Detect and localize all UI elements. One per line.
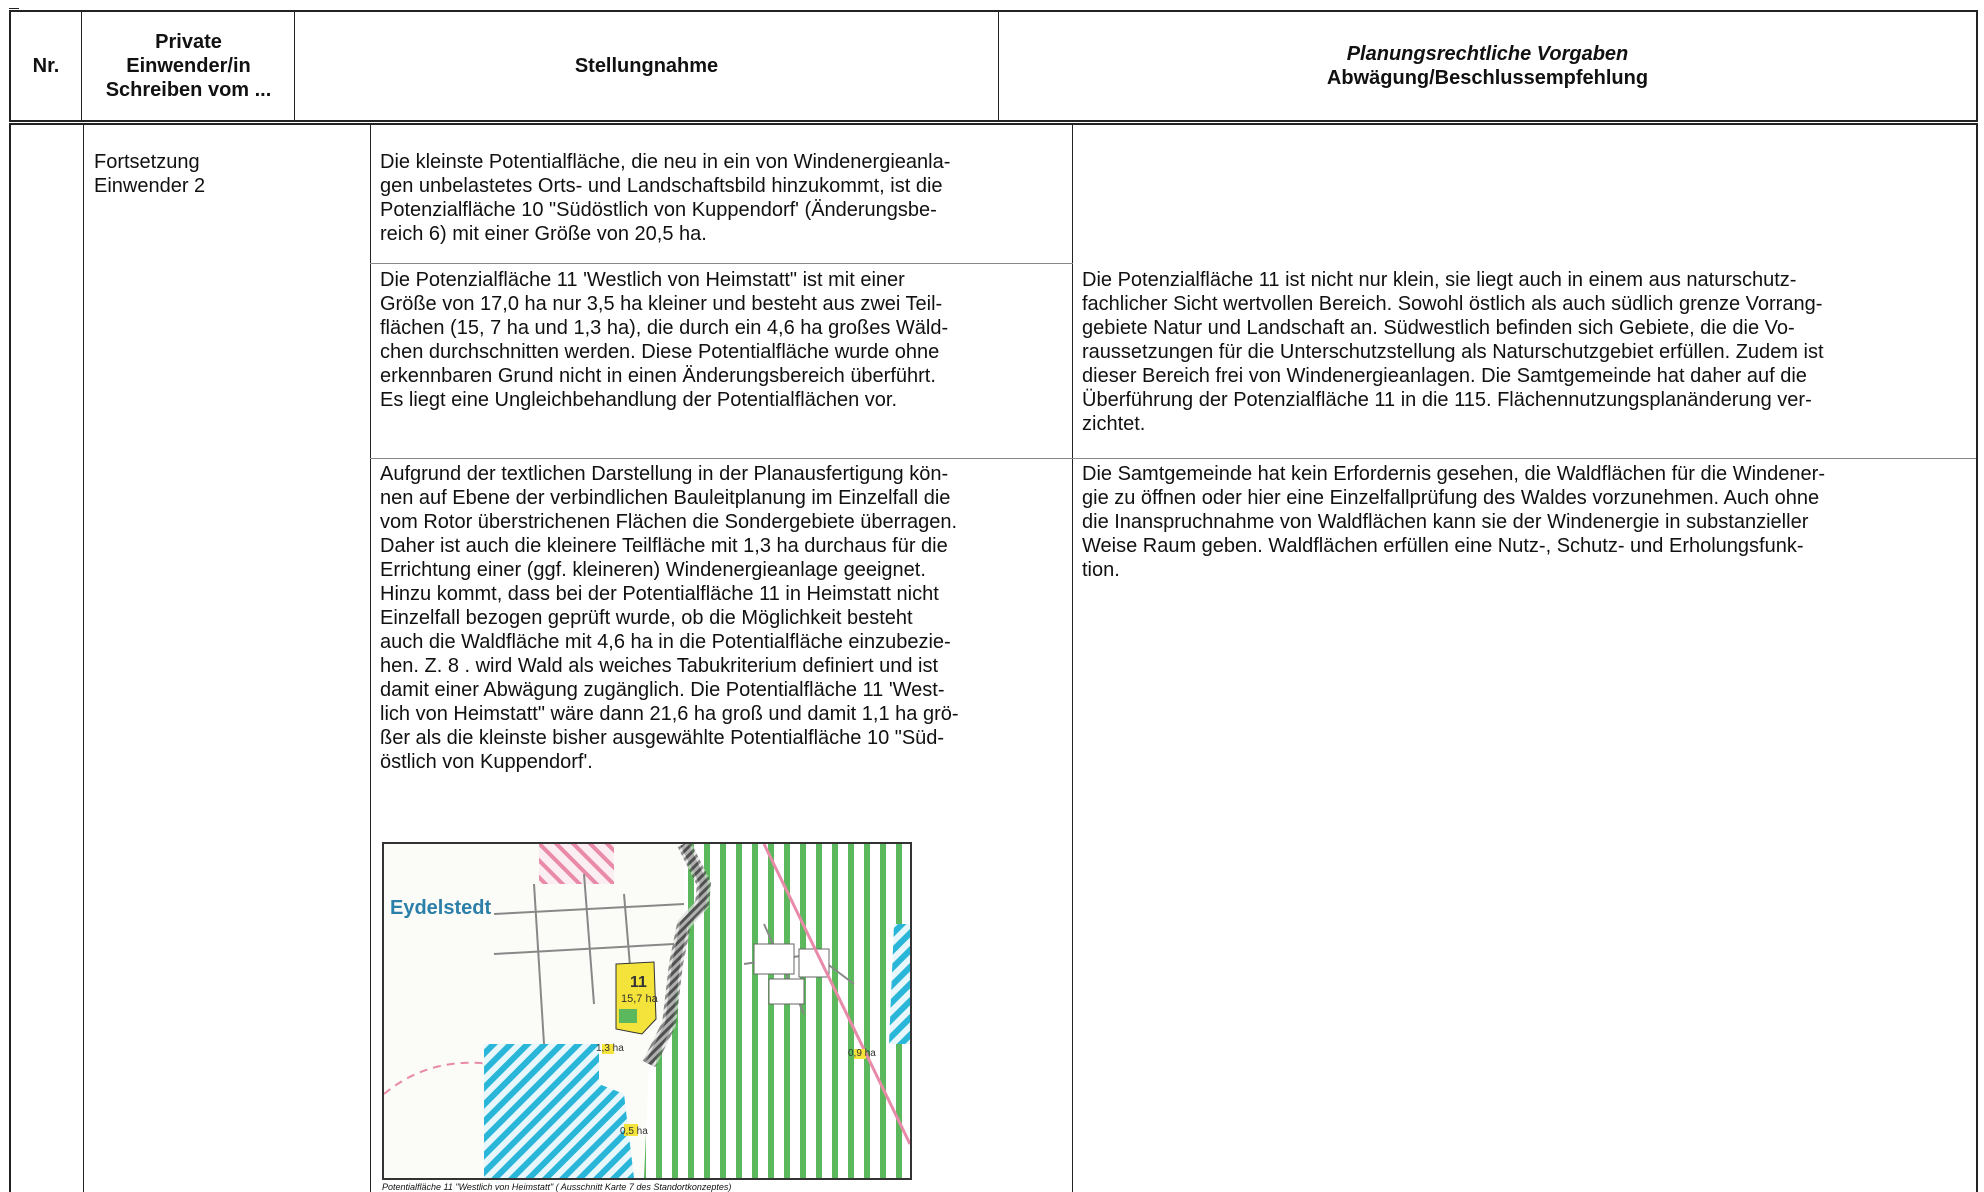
stellungnahme-paragraph-3: Aufgrund der textlichen Darstellung in der Planausfertigung kön- nen auf Ebene der verbindlichen Bauleitplanung im Einzelfall die vom Rotor überstrichenen Flächen die Sondergebiete überragen. Daher ist auch die kleinere Teilfläche mit 1,3 ha durchaus für die Errichtung einer (ggf. kleineren) Windenergieanlage geeignet. Hinzu kommt, dass bei der Potentialfläche 11 in Heimstatt nicht Einzelfall bezogen geprüft wurde, ob die Möglichkeit besteht auch die Waldfläche mit 4,6 ha in die Potentialfläche einzubezie- hen. Z. 8 . wird Wald als weiches Tabukriterium definiert und ist damit einer Abwägung zugänglich. Die Potentialfläche 11 'West- lich von Heimstatt" wäre dann 21,6 ha groß und damit 1,1 ha grö- ßer als die kleinste bisher ausgewählte Potentialfläche 10 "Süd- östlich von Kuppendorf'.: [380, 463, 959, 773]
map-label-small-3: 0,5 ha: [620, 1126, 648, 1137]
header-nr: Nr.: [32, 55, 60, 77]
stellungnahme-paragraph-2: Die Potenzialfläche 11 'Westlich von Heimstatt" ist mit einer Größe von 17,0 ha nur 3,5 ha kleiner und besteht aus zwei Teil- flächen (15, 7 ha und 1,3 ha), die durch ein 4,6 ha großes Wäld- chen durchschnitten werden. Diese Potentialfläche wurde ohne erkennbaren Grund nicht in einen Änderungsbereich überführt. Es liegt eine Ungleichbehandlung der Potentialflächen vor.: [380, 269, 949, 411]
map-area-number: 11: [630, 974, 647, 991]
map-caption: Potentialfläche 11 "Westlich von Heimstatt" ( Ausschnitt Karte 7 des Standortkonzeptes): [382, 1182, 732, 1192]
map-place-label: Eydelstedt: [390, 897, 492, 919]
map-area-size: 15,7 ha: [621, 993, 658, 1005]
header-einwender: Private Einwender/in Schreiben vom ...: [105, 31, 272, 101]
stellungnahme-paragraph-1: Die kleinste Potentialfläche, die neu in ein von Windenergieanla- gen unbelastetes Orts- und Landschaftsbild hinzukommt, ist die Potenzialfläche 10 "Südöstlich von Kuppendorf' (Änderungsbe- reich 6) mit einer Größe von 20,5 ha.: [380, 151, 951, 245]
abwaegung-paragraph-1: Die Potenzialfläche 11 ist nicht nur klein, sie liegt auch in einem aus naturschutz- fachlicher Sicht wertvollen Bereich. Sowohl östlich als auch südlich grenze Vorrang- gebiete Natur und Landschaft an. Südwestlich befinden sich Gebiete, die die Vo- raussetzungen für die Unterschutzstellung als Naturschutzgebiet erfüllen. Zudem ist dieser Bereich frei von Windenergieanlagen. Die Samtgemeinde hat daher auf die Überführung der Potenzialfläche 11 in die 115. Flächennutzungsplanänderung ver- zichtet.: [1082, 269, 1824, 435]
table-header: [9, 10, 1978, 122]
abwaegung-paragraph-2: Die Samtgemeinde hat kein Erfordernis gesehen, die Waldflächen für die Windener- gie zu öffnen oder hier eine Einzelfallprüfung des Waldes vorzunehmen. Auch ohne die Inanspruchnahme von Waldflächen kann sie der Windenergie in substanzieller Weise Raum geben. Waldflächen erfüllen eine Nutz-, Schutz- und Erholungsfunk- tion.: [1082, 463, 1825, 581]
map-excerpt-image: [382, 842, 912, 1180]
header-abwaegung: Planungsrechtliche Vorgaben Abwägung/Beschlussempfehlung: [1326, 43, 1649, 89]
map-label-small-1: 1,3 ha: [596, 1043, 624, 1054]
header-stellungnahme: Stellungnahme: [574, 55, 719, 77]
map-graphic: [384, 844, 910, 1178]
einwender-cell: Fortsetzung Einwender 2: [94, 151, 206, 197]
map-label-small-2: 0,9 ha: [848, 1048, 876, 1059]
